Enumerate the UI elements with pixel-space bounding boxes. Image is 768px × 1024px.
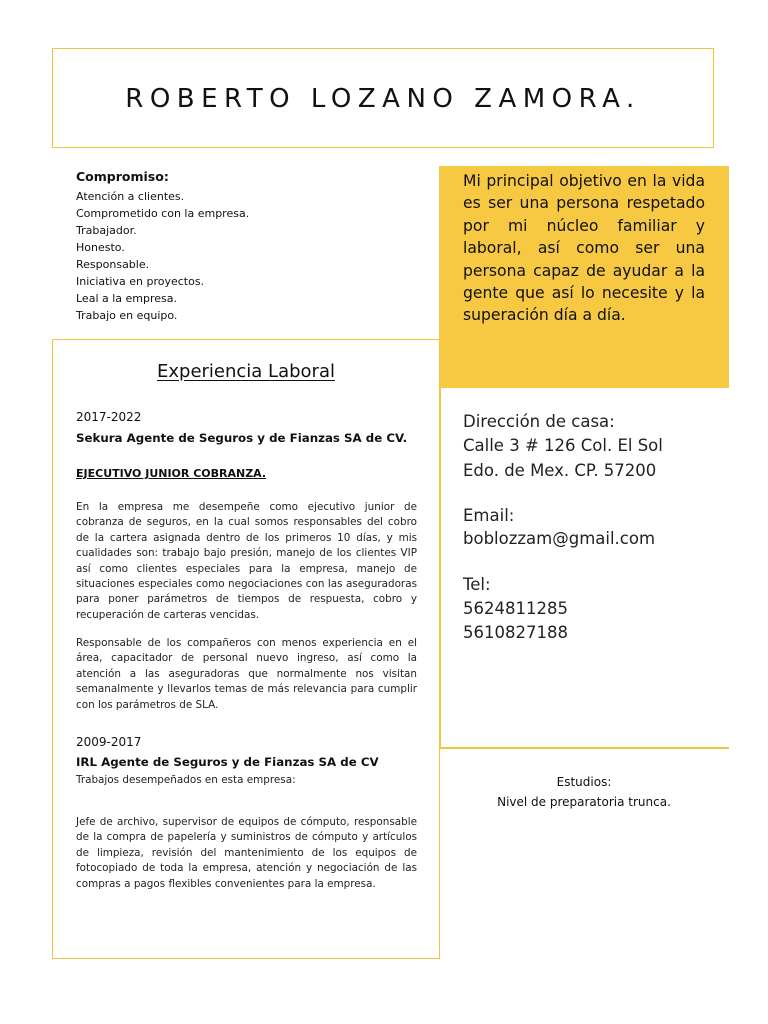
contact-border bbox=[439, 388, 441, 748]
candidate-name: ROBERTO LOZANO ZAMORA. bbox=[125, 84, 641, 114]
compromiso-item: Iniciativa en proyectos. bbox=[76, 275, 205, 288]
experience-title: Experiencia Laboral bbox=[157, 361, 335, 382]
objective-panel bbox=[439, 166, 729, 388]
job-company: IRL Agente de Seguros y de Fianzas SA de CV bbox=[76, 755, 379, 769]
job-description: Responsable de los compañeros con menos experiencia en el área, capacitador de personal nuevo ingreso, así como la atención a las aseguradoras que normalmente nos visitan semanalmente y llevarlos temas de más relevancia para cumplir con los parámetros de SLA. bbox=[76, 637, 417, 711]
education-label: Estudios: bbox=[556, 775, 612, 789]
compromiso-item: Leal a la empresa. bbox=[76, 292, 178, 305]
compromiso-item: Trabajo en equipo. bbox=[76, 309, 178, 322]
compromiso-list bbox=[76, 188, 249, 324]
job-company: Sekura Agente de Seguros y de Fianzas SA de CV. bbox=[76, 431, 408, 445]
compromiso-item: Comprometido con la empresa. bbox=[76, 207, 250, 220]
job-intro: Trabajos desempeñados en esta empresa: bbox=[76, 774, 296, 786]
job-role: EJECUTIVO JUNIOR COBRANZA. bbox=[76, 467, 267, 480]
tel-value: 5610827188 bbox=[463, 623, 568, 642]
compromiso-item: Honesto. bbox=[76, 241, 125, 254]
education-value: Nivel de preparatoria trunca. bbox=[497, 795, 671, 809]
objective-text: Mi principal objetivo en la vida es ser una persona respetado por mi núcleo familiar y laboral, así como ser una persona capaz de ayudar a la gente que así lo necesite y la superación día a día. bbox=[463, 172, 705, 325]
address-label: Dirección de casa: bbox=[463, 412, 615, 431]
email-value: boblozzam@gmail.com bbox=[463, 529, 656, 548]
address-line: Edo. de Mex. CP. 57200 bbox=[463, 461, 657, 480]
job-description: En la empresa me desempeñe como ejecutivo junior de cobranza de seguros, en la cual somos responsables del cobro de la cartera asignada dentro de los primeros 10 días, y mis cualidades son: trabajo bajo presión, manejo de los clientes VIP así como clientes especiales para la empresa, manejo de situaciones especiales como negociaciones con las aseguradoras para poner parámetros de tiempos de respuesta, cobro y recuperación de carteras vencidas. bbox=[76, 501, 417, 621]
compromiso-title: Compromiso: bbox=[76, 169, 169, 184]
compromiso-item: Atención a clientes. bbox=[76, 190, 185, 203]
tel-label: Tel: bbox=[463, 575, 491, 594]
email-label: Email: bbox=[463, 506, 515, 525]
compromiso-item: Trabajador. bbox=[76, 224, 137, 237]
compromiso-item: Responsable. bbox=[76, 258, 150, 271]
job-years: 2009-2017 bbox=[76, 735, 142, 749]
job-years: 2017-2022 bbox=[76, 410, 142, 424]
tel-value: 5624811285 bbox=[463, 599, 568, 618]
section-divider bbox=[439, 747, 729, 749]
address-line: Calle 3 # 126 Col. El Sol bbox=[463, 436, 663, 455]
job-description: Jefe de archivo, supervisor de equipos de cómputo, responsable de la compra de papelería y suministros de cómputo y artículos de limpieza, revisión del mantenimiento de los equipos de fotocopiado de toda la empresa, atención y negociación de las compras a pagos flexibles convenientes para la empresa. bbox=[76, 816, 417, 890]
